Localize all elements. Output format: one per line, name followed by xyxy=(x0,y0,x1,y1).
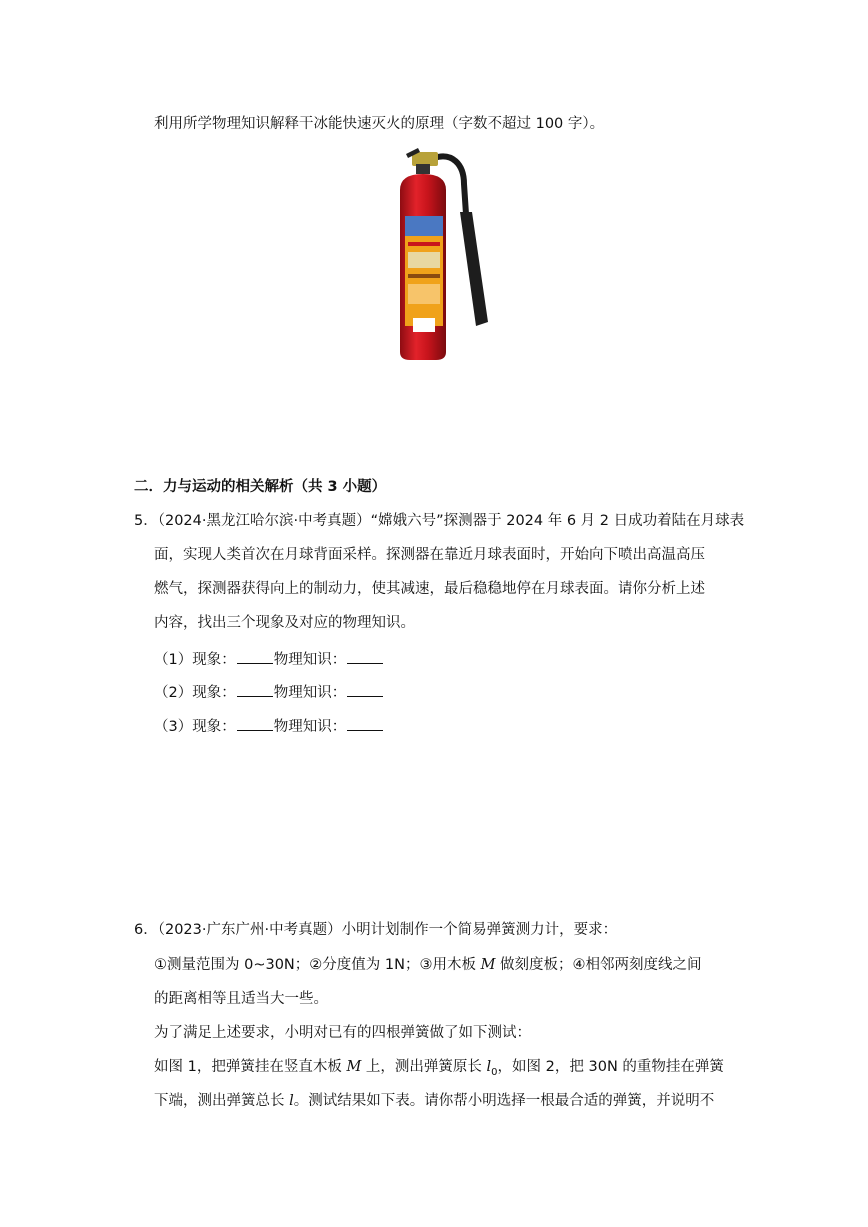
q5-line-1: 5．（2024·黑龙江哈尔滨·中考真题）“嫦娥六号”探测器于 2024 年 6 月 2 日成功着陆在月球表 xyxy=(134,513,745,529)
answer-blank[interactable] xyxy=(347,682,383,697)
item-number: （1） xyxy=(154,652,193,668)
answer-blank[interactable] xyxy=(237,716,273,731)
q5-item-2 xyxy=(154,682,384,703)
q5-line-3: 燃气，探测器获得向上的制动力，使其减速，最后稳稳地停在月球表面。请你分析上述 xyxy=(154,581,705,597)
knowledge-label: 物理知识： xyxy=(273,685,347,701)
q6-line-2: ①测量范围为 0~30N；②分度值为 1N；③用木板 M 做刻度板；④相邻两刻度线之间 xyxy=(154,957,702,973)
answer-blank[interactable] xyxy=(237,682,273,697)
q4-prompt: 利用所学物理知识解释干冰能快速灭火的原理（字数不超过 100 字）。 xyxy=(154,116,605,132)
phenomenon-label: 现象： xyxy=(192,652,236,668)
q6-line-4: 为了满足上述要求，小明对已有的四根弹簧做了如下测试： xyxy=(154,1025,531,1041)
answer-blank[interactable] xyxy=(347,649,383,664)
item-number: （2） xyxy=(154,685,193,701)
knowledge-label: 物理知识： xyxy=(273,719,347,735)
q6-line-3: 的距离相等且适当大一些。 xyxy=(154,991,328,1007)
item-number: （3） xyxy=(154,719,193,735)
q5-item-1 xyxy=(154,649,384,670)
q6-line-5: 如图 1，把弹簧挂在竖直木板 M 上，测出弹簧原长 $l_0$，如图 2，把 30N 的重物挂在弹簧 xyxy=(154,1059,724,1078)
q5-line-4: 内容，找出三个现象及对应的物理知识。 xyxy=(154,615,415,631)
q5-item-3 xyxy=(154,716,384,737)
q6-line-6: 下端，测出弹簧总长 l。测试结果如下表。请你帮小明选择一根最合适的弹簧，并说明不 xyxy=(154,1093,715,1109)
answer-blank[interactable] xyxy=(347,716,383,731)
section-heading: 二．力与运动的相关解析（共 3 小题） xyxy=(134,479,387,495)
phenomenon-label: 现象： xyxy=(192,719,236,735)
answer-blank[interactable] xyxy=(237,649,273,664)
knowledge-label: 物理知识： xyxy=(273,652,347,668)
q5-line-2: 面，实现人类首次在月球背面采样。探测器在靠近月球表面时，开始向下喷出高温高压 xyxy=(154,547,705,563)
q6-line-1: 6．（2023·广东广州·中考真题）小明计划制作一个简易弹簧测力计，要求： xyxy=(134,922,618,938)
fire-extinguisher-image xyxy=(372,144,502,364)
phenomenon-label: 现象： xyxy=(192,685,236,701)
